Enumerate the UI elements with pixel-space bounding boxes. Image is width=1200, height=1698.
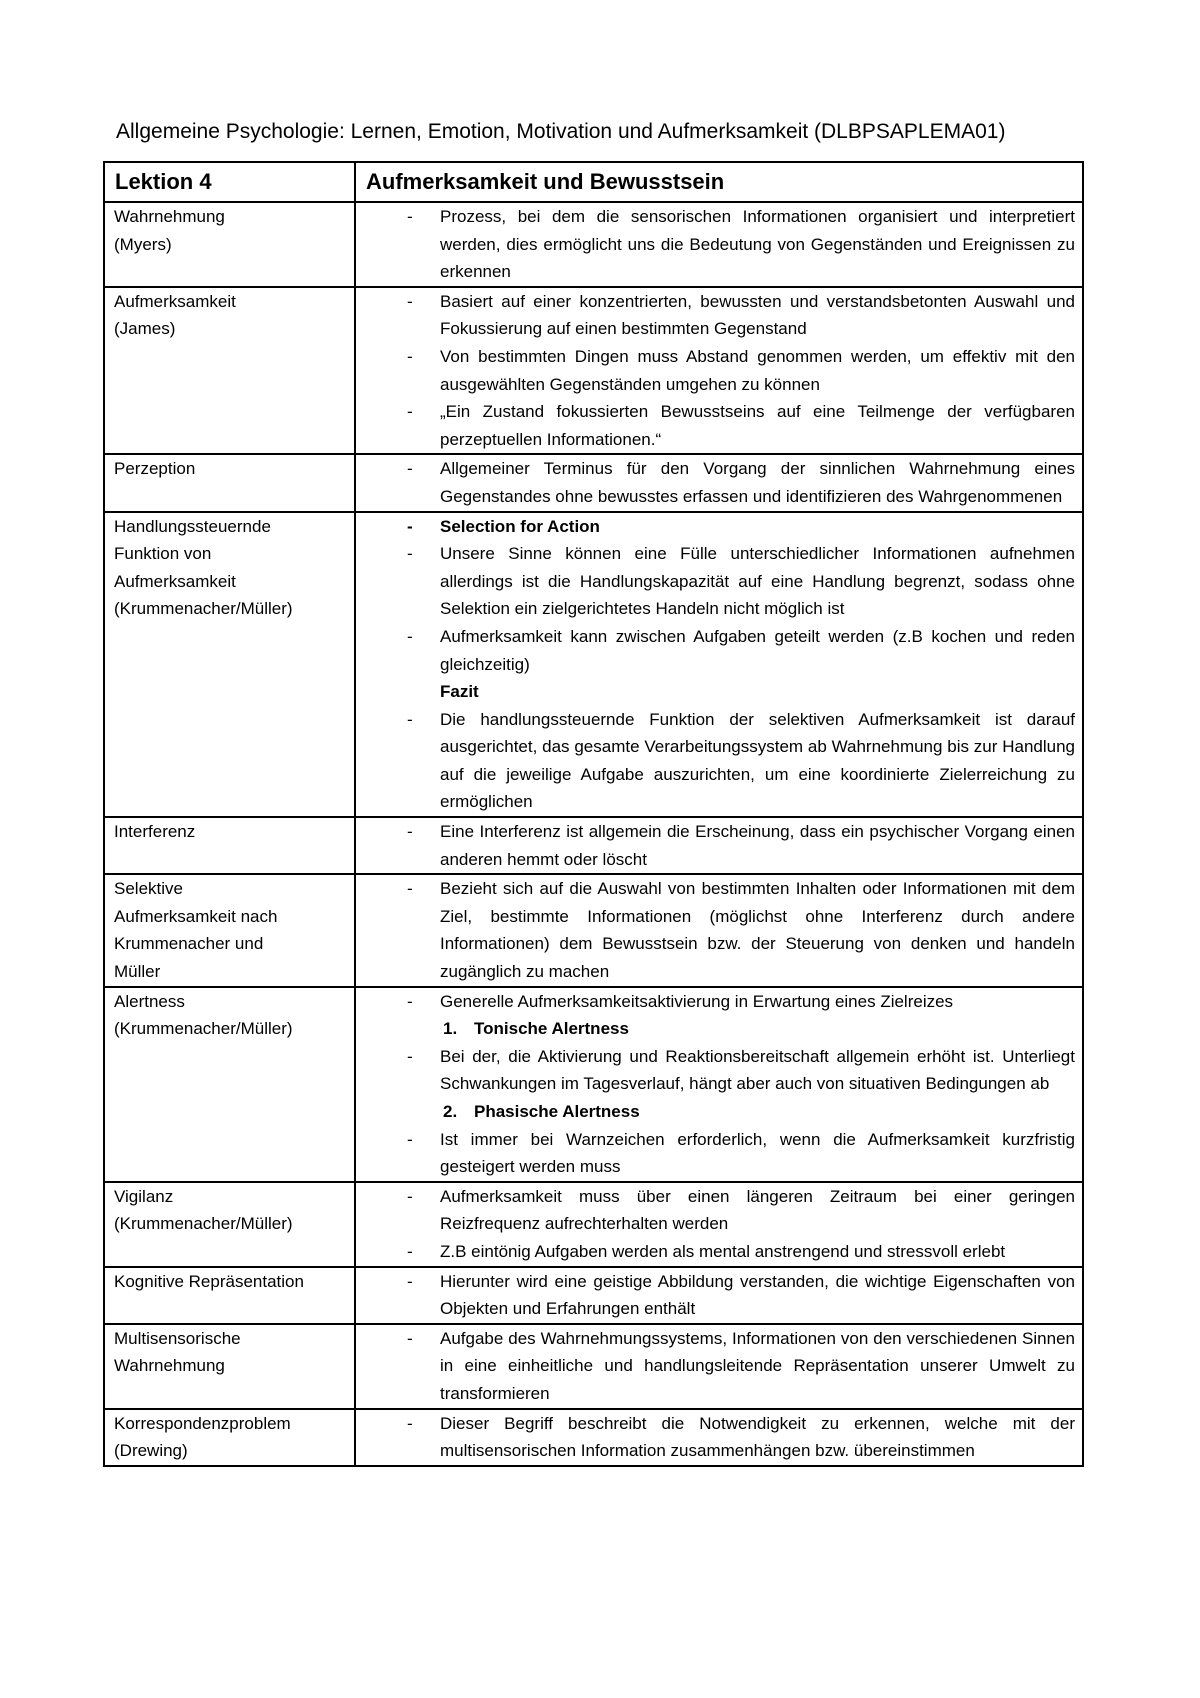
definition-cell [355,817,1083,874]
bullet-point: - Generelle Aufmerksamkeitsaktivierung in Erwartung eines Zielreizes [365,988,1075,1016]
term-cell: Wahrnehmung (Myers) [104,202,355,287]
list-number: 2. [443,1102,458,1121]
definition-cell [355,512,1083,818]
table-header-row [104,162,1083,202]
table-row [104,287,1083,455]
bullet-point: - Prozess, bei dem die sensorischen Informationen organisiert und interpretiert werden, dies ermöglicht uns die Bedeutung von Gegenständen und Ereignissen zu erkennen [365,203,1075,286]
bullet-point: - Unsere Sinne können eine Fülle unterschiedlicher Informationen aufnehmen allerdings ist die Handlungskapazität auf eine Handlung begrenzt, sodass ohne Selektion ein zielgerichtetes Handeln nicht möglich ist [365,540,1075,623]
bullet-point: - Von bestimmten Dingen muss Abstand genommen werden, um effektiv mit den ausgewählten Gegenständen umgehen zu können [365,343,1075,398]
document-title: Allgemeine Psychologie: Lernen, Emotion, Motivation und Aufmerksamkeit (DLBPSAPLEMA01) [116,120,1006,143]
definition-cell [355,1409,1083,1466]
bullet-point: - Z.B eintönig Aufgaben werden als mental anstrengend und stressvoll erlebt [365,1238,1075,1266]
table-row [104,1409,1083,1466]
bullet-point: - Die handlungssteuernde Funktion der selektiven Aufmerksamkeit ist darauf ausgerichtet, das gesamte Verarbeitungssystem ab Wahrnehmung bis zur Handlung auf die jeweilige Aufgabe auszurichten, um eine koordinierte Zielerreichung zu ermöglichen [365,706,1075,816]
bullet-point: - Hierunter wird eine geistige Abbildung verstanden, die wichtige Eigenschaften von Objekten und Erfahrungen enthält [365,1268,1075,1323]
bullet-point: - „Ein Zustand fokussierten Bewusstseins auf eine Teilmenge der verfügbaren perzeptuellen Informationen.“ [365,398,1075,453]
numbered-heading-text: Tonische Alertness [474,1019,629,1039]
bullet-point: - Basiert auf einer konzentrierten, bewussten und verstandsbetonten Auswahl und Fokussierung auf einen bestimmten Gegenstand [365,288,1075,343]
header-topic: Aufmerksamkeit und Bewusstsein [355,162,1083,202]
table-row [104,817,1083,874]
term-cell: Aufmerksamkeit (James) [104,287,355,455]
bullet-point: - Aufmerksamkeit kann zwischen Aufgaben geteilt werden (z.B kochen und reden gleichzeitig) [365,623,1075,678]
term-cell: Kognitive Repräsentation [104,1267,355,1324]
numbered-heading [365,1098,1075,1126]
bullet-point: - Allgemeiner Terminus für den Vorgang der sinnlichen Wahrnehmung eines Gegenstandes ohne bewusstes erfassen und identifizieren des Wahrgenommenen [365,455,1075,510]
table-row [104,874,1083,986]
header-lesson: Lektion 4 [104,162,355,202]
bullet-point-heading: - Selection for Action [365,513,1075,541]
definition-cell [355,287,1083,455]
bullet-point: - Dieser Begriff beschreibt die Notwendigkeit zu erkennen, welche mit der multisensorischen Information zusammenhängen bzw. übereinstimmen [365,1410,1075,1465]
term-cell: Alertness (Krummenacher/Müller) [104,987,355,1182]
definition-cell [355,987,1083,1182]
bullet-point: - Aufgabe des Wahrnehmungssystems, Informationen von den verschiedenen Sinnen in eine einheitliche und handlungsleitende Repräsentation unserer Umwelt zu transformieren [365,1325,1075,1408]
bullet-point: - Eine Interferenz ist allgemein die Erscheinung, dass ein psychischer Vorgang einen anderen hemmt oder löscht [365,818,1075,873]
subheading-fazit: Fazit [440,682,479,702]
term-cell: Korrespondenzproblem (Drewing) [104,1409,355,1466]
term-cell: Vigilanz (Krummenacher/Müller) [104,1182,355,1267]
table-row [104,512,1083,818]
table-row [104,1267,1083,1324]
table-row [104,987,1083,1182]
term-cell: Selektive Aufmerksamkeit nach Krummenacher und Müller [104,874,355,986]
definition-cell [355,202,1083,287]
table-row [104,1324,1083,1409]
table-row [104,1182,1083,1267]
lesson-notes-table [103,161,1084,1467]
definition-cell [355,874,1083,986]
table-row [104,202,1083,287]
numbered-heading-text: Phasische Alertness [474,1102,640,1121]
list-number: 1. [443,1019,458,1039]
term-cell: Perzeption [104,454,355,511]
definition-cell [355,454,1083,511]
bullet-point: - Ist immer bei Warnzeichen erforderlich, wenn die Aufmerksamkeit kurzfristig gesteigert werden muss [365,1126,1075,1181]
bullet-point: - Aufmerksamkeit muss über einen längeren Zeitraum bei einer geringen Reizfrequenz aufrechterhalten werden [365,1183,1075,1238]
definition-cell [355,1324,1083,1409]
definition-cell [355,1182,1083,1267]
definition-cell [355,1267,1083,1324]
bullet-point: - Bezieht sich auf die Auswahl von bestimmten Inhalten oder Informationen mit dem Ziel, bestimmte Informationen (möglichst ohne Interferenz durch andere Informationen) dem Bewusstsein bzw. der Steuerung von denken und handeln zugänglich zu machen [365,875,1075,985]
term-cell: Interferenz [104,817,355,874]
term-cell: Multisensorische Wahrnehmung [104,1324,355,1409]
term-cell: Handlungssteuernde Funktion von Aufmerksamkeit (Krummenacher/Müller) [104,512,355,818]
table-row [104,454,1083,511]
bullet-point: - Bei der, die Aktivierung und Reaktionsbereitschaft allgemein erhöht ist. Unterliegt Schwankungen im Tagesverlauf, hängt aber auch von situativen Bedingungen ab [365,1043,1075,1098]
numbered-heading [365,1015,1075,1043]
